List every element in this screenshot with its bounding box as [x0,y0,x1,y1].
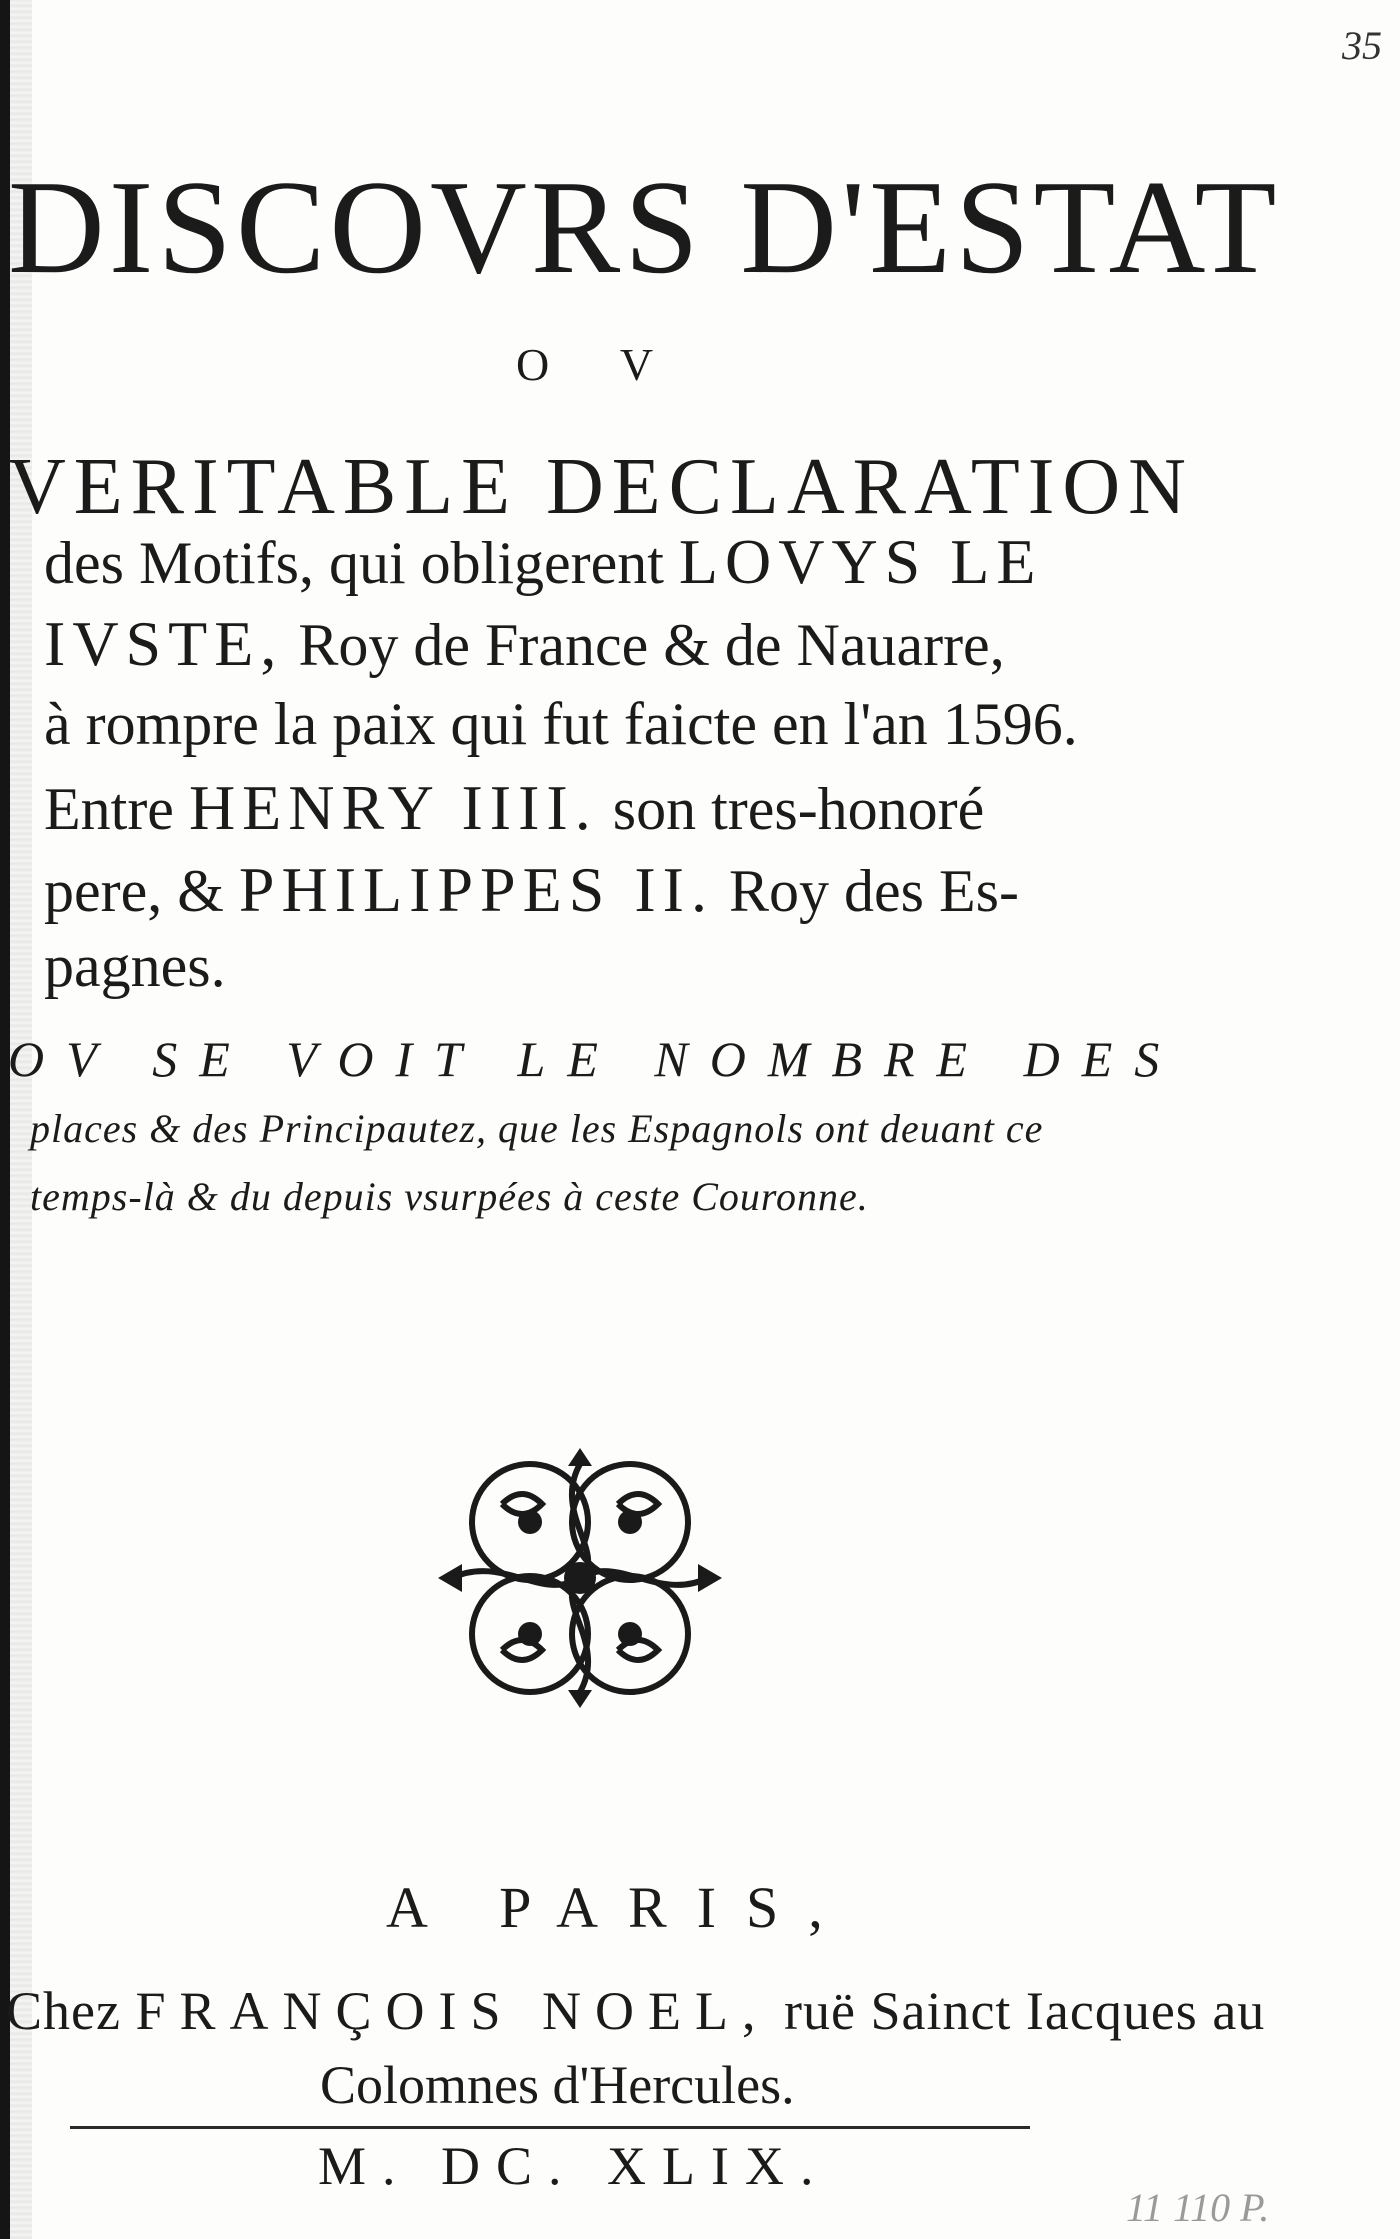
body-caps: IVSTE, [44,608,284,679]
body-line-1 [44,526,1043,597]
body-line-3 [44,691,1078,757]
imprint-printer-line [6,1980,1265,2042]
binding-shadow [10,0,32,2239]
italic-line-2: temps-là & du depuis vsurpées à ceste Couronne. [30,1174,869,1219]
body-caps: LOVYS LE [678,526,1043,597]
body-text: Entre [44,776,189,842]
imprint-place: A PARIS, [386,1875,853,1940]
subtitle-declaration: VERITABLE DECLARATION [8,443,1194,531]
imprint-rule [70,2126,1030,2129]
body-caps: HENRY IIII. [188,772,598,843]
body-text: son tres-honoré [597,776,985,842]
body-line-6 [44,933,226,999]
imprint-text: ruë Sainct Iacques au [769,1981,1266,2041]
body-text: à rompre la paix qui fut faicte en l'an 1596. [44,691,1078,757]
body-caps: PHILIPPES II. [238,854,714,925]
imprint-date: M. DC. XLIX. [318,2136,830,2196]
main-title: DISCOVRS D'ESTAT [8,153,1281,301]
body-text: Roy des Es- [713,858,1019,924]
printer-name: FRANÇOIS NOEL, [135,1981,770,2041]
folio-number: 35 [1342,23,1382,68]
body-line-5 [44,854,1019,925]
italic-line-1: places & des Principautez, que les Espagnols ont deuant ce [30,1106,1044,1151]
body-text: des Motifs, qui obligerent [44,530,679,596]
body-text: pagnes. [44,933,226,999]
handwritten-shelfmark: 11 110 P. [1126,2185,1270,2230]
italic-heading: OV SE VOIT LE NOMBRE DES [8,1031,1182,1087]
binding-edge [0,0,10,2239]
body-text: Roy de France & de Nauarre, [283,612,1005,678]
body-line-2 [44,608,1005,679]
conjunction-ou: O V [516,339,684,390]
printers-ornament [432,1444,728,1712]
body-text: pere, & [44,858,239,924]
imprint-address-line: Colomnes d'Hercules. [320,2055,795,2115]
imprint-text: Chez [6,1981,136,2041]
body-line-4 [44,772,985,843]
